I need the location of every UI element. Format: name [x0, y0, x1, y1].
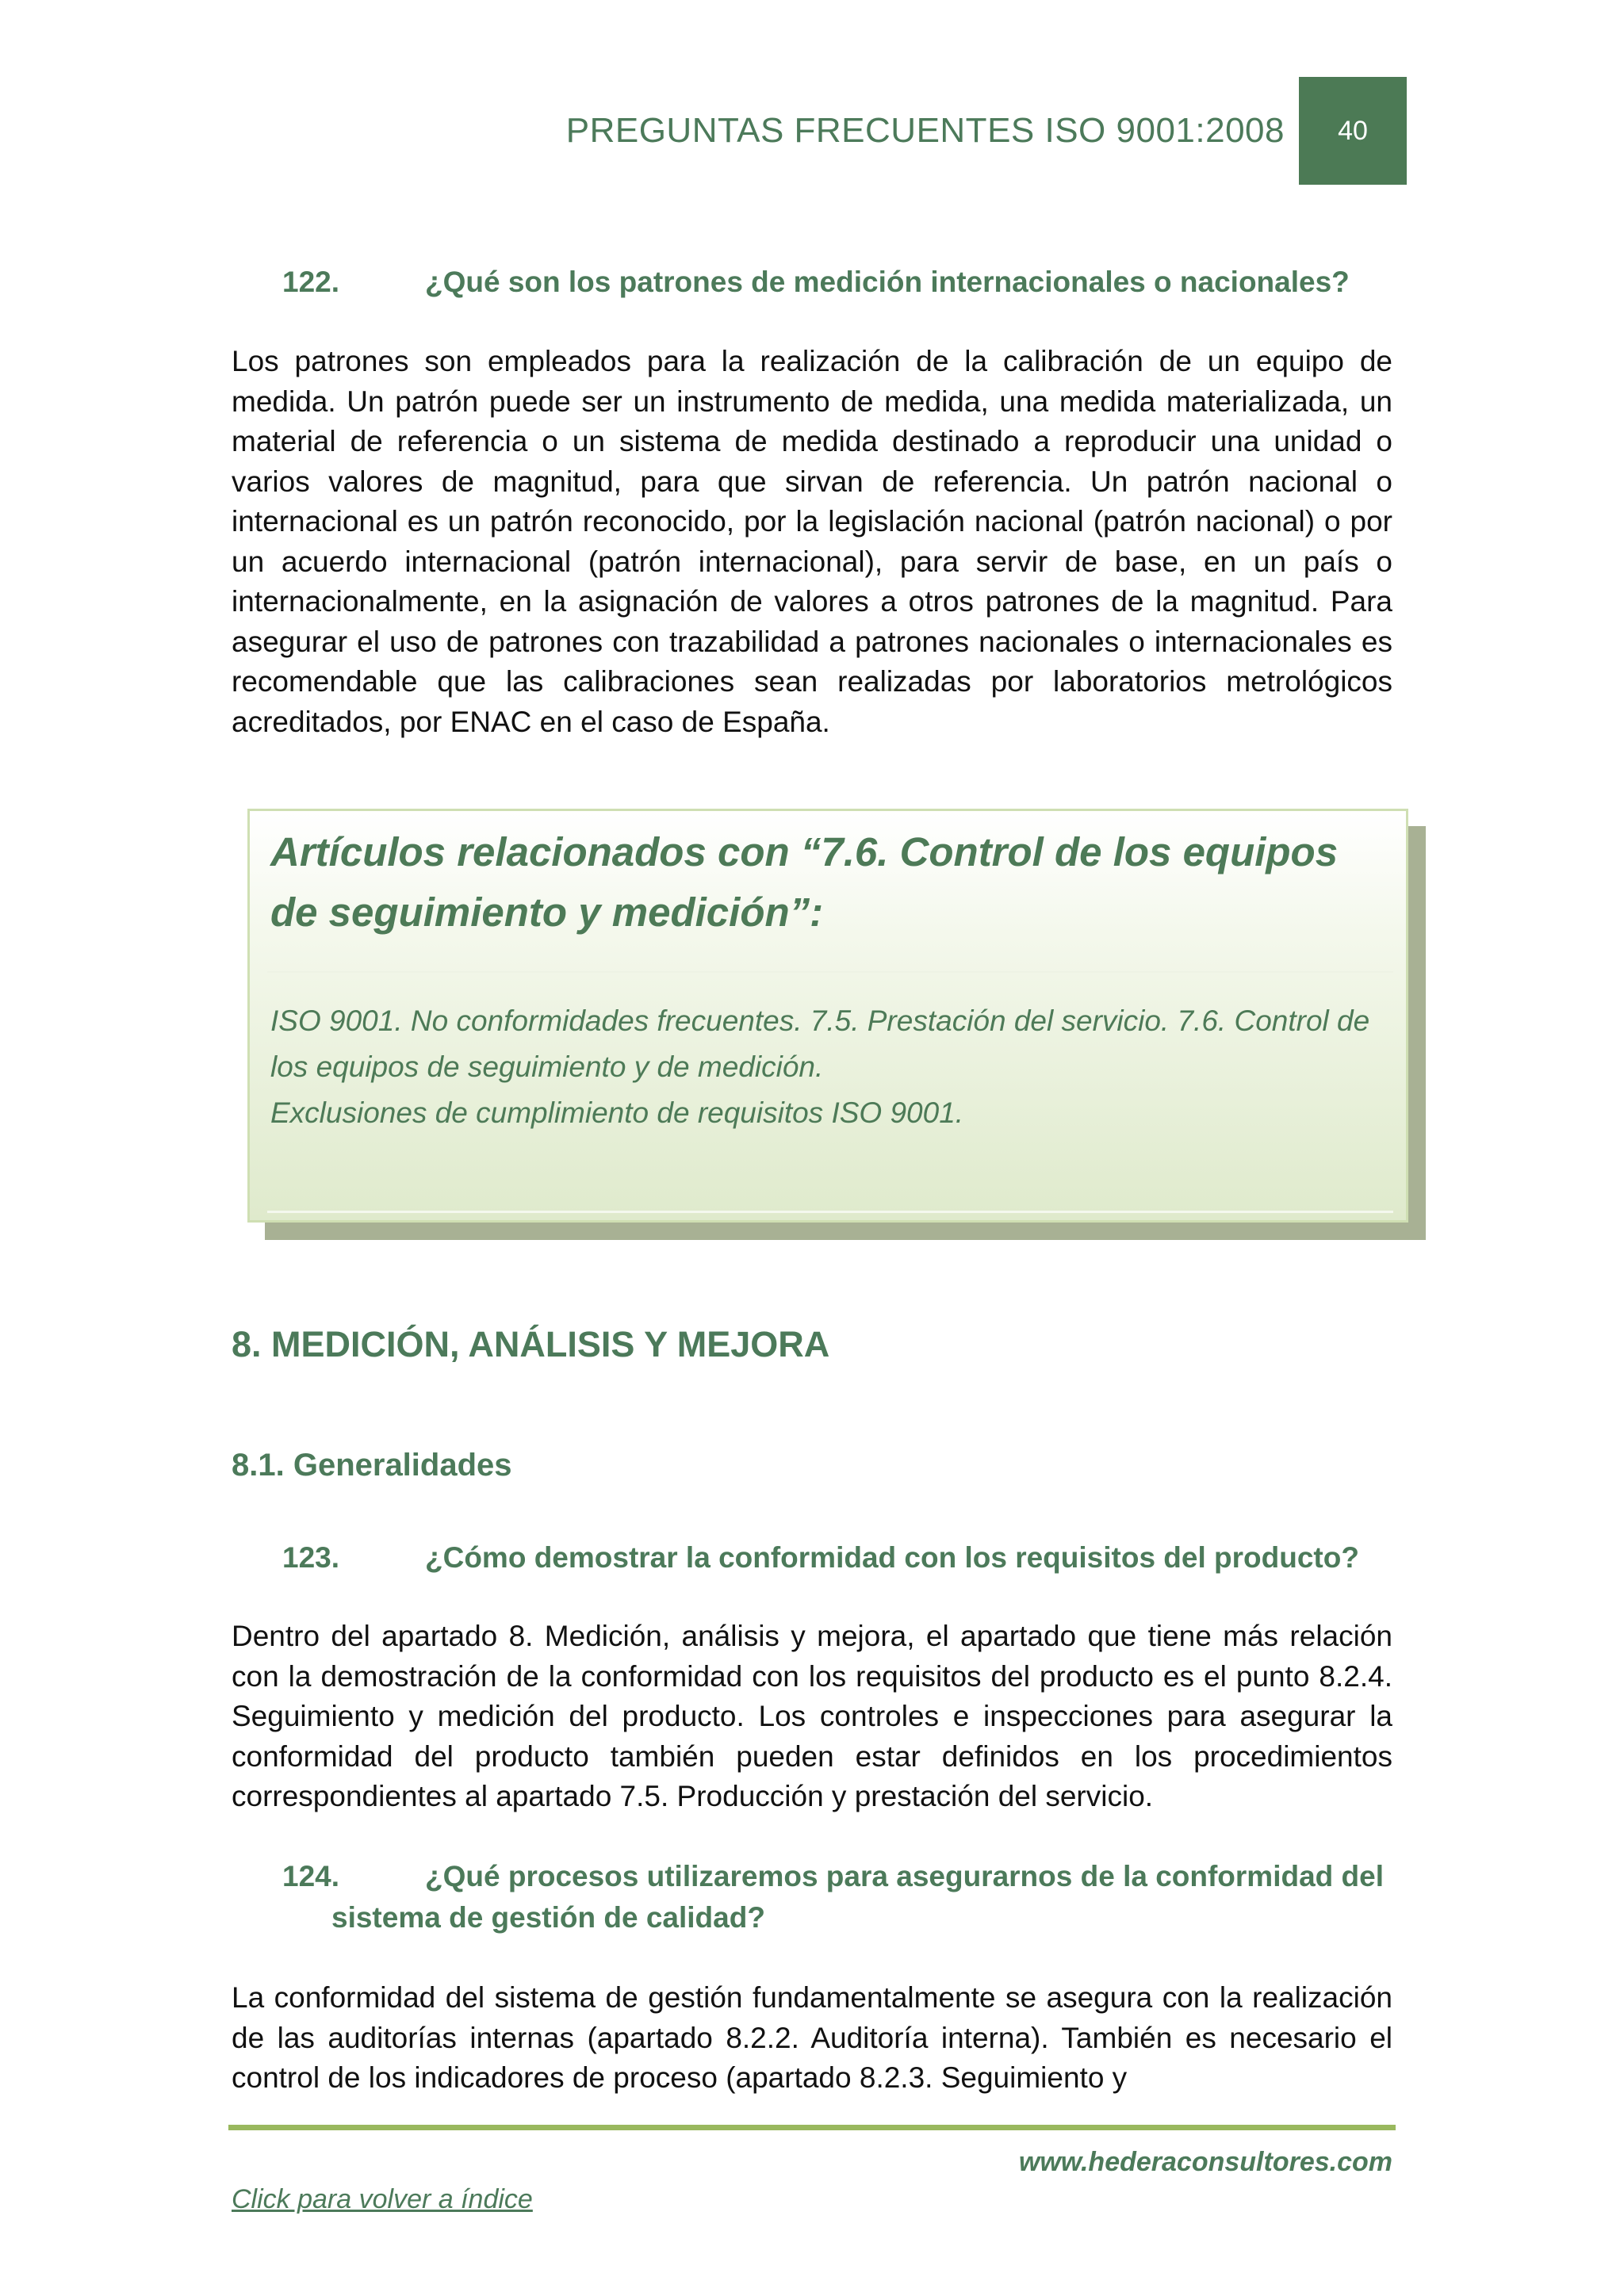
- answer-123: Dentro del apartado 8. Medición, análisis y mejora, el apartado que tiene más relación con la demostración de la conformidad con los requisitos del producto es el punto 8.2.4. Seguimiento y medición del producto. Los controles e inspecciones para asegurar la conformidad del producto también pueden estar definidos en los procedimientos correspondientes al apartado 7.5. Producción y prestación del servicio.: [232, 1620, 1392, 1812]
- question-text-continued: sistema de gestión de calidad?: [331, 1901, 765, 1934]
- question-number: 124.: [282, 1860, 340, 1892]
- related-divider-top: [267, 971, 1393, 973]
- answer-122: Los patrones son empleados para la realización de la calibración de un equipo de medida. Un patrón puede ser un instrumento de medida, una medida materializada, un material de referencia o un sistema de medida destinado a reproducir una unidad o varios valores de magnitud, para que sirvan de referencia. Un patrón nacional o internacional es un patrón reconocido, por la legislación nacional (patrón nacional) o por un acuerdo internacional (patrón internacional), para servir de base, en un país o internacionalmente, en la asignación de valores a otros patrones de la magnitud. Para asegurar el uso de patrones con trazabilidad a patrones nacionales o internacionales es recomendable que las calibraciones sean realizadas por laboratorios metrológicos acreditados, por ENAC en el caso de España.: [232, 345, 1392, 738]
- question-123-heading: [282, 1537, 1359, 1578]
- question-text: ¿Qué procesos utilizaremos para asegurarnos de la conformidad del: [425, 1860, 1385, 1892]
- related-article-link[interactable]: Exclusiones de cumplimiento de requisitos ISO 9001.: [270, 1096, 964, 1129]
- question-text: ¿Cómo demostrar la conformidad con los requisitos del producto?: [425, 1541, 1359, 1574]
- page-number: 40: [1338, 115, 1368, 146]
- related-articles-title: Artículos relacionados con “7.6. Control de los equipos de seguimiento y medición”:: [270, 829, 1339, 935]
- question-122-heading: [282, 262, 1350, 303]
- footer-website[interactable]: www.hederaconsultores.com: [1018, 2147, 1392, 2177]
- page-number-badge: [1299, 77, 1407, 185]
- related-article-link[interactable]: ISO 9001. No conformidades frecuentes. 7.5. Prestación del servicio. 7.6. Control de los equipos de seguimiento y de medición.: [270, 1004, 1370, 1083]
- question-124-heading: [282, 1856, 1392, 1938]
- question-text: ¿Qué son los patrones de medición internacionales o nacionales?: [425, 266, 1350, 298]
- answer-124: La conformidad del sistema de gestión fundamentalmente se asegura con la realización de las auditorías internas (apartado 8.2.2. Auditoría interna). También es necesario el control de los indicadores de proceso (apartado 8.2.3. Seguimiento y: [232, 1981, 1392, 2094]
- related-articles-list: [270, 998, 1396, 1136]
- footer-divider: [228, 2125, 1396, 2130]
- question-number: 122.: [282, 266, 340, 298]
- subsection-heading: 8.1. Generalidades: [232, 1448, 512, 1483]
- related-divider-bottom: [267, 1211, 1393, 1213]
- question-number: 123.: [282, 1541, 340, 1574]
- running-header-title: PREGUNTAS FRECUENTES ISO 9001:2008: [565, 111, 1285, 150]
- back-to-index-link[interactable]: Click para volver a índice: [232, 2184, 533, 2214]
- related-articles-box: [247, 809, 1408, 1223]
- section-heading: 8. MEDICIÓN, ANÁLISIS Y MEJORA: [232, 1324, 830, 1364]
